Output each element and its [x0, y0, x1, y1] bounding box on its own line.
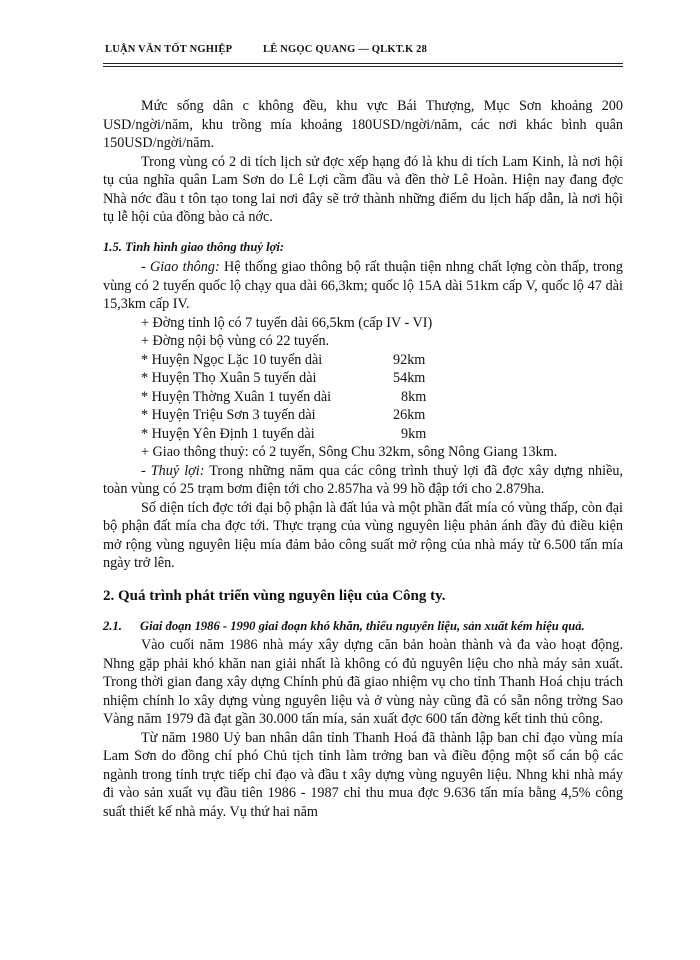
list-item-internal-roads: + Đờng nội bộ vùng có 22 tuyến.	[141, 333, 330, 349]
district-name: * Huyện Thờng Xuân 1 tuyến dài	[141, 388, 332, 405]
header-rule	[103, 63, 623, 64]
district-row	[103, 351, 623, 370]
district-name: * Huyện Yên Định 1 tuyến dài	[141, 425, 315, 442]
section-heading-2: 2. Quá trình phát triển vùng nguyên liệu của Công ty.	[103, 587, 446, 604]
district-row	[103, 406, 623, 425]
transport-label: - Giao thông:	[141, 259, 220, 275]
list-item-provincial-roads: + Đờng tỉnh lộ có 7 tuyến dài 66,5km (cấp IV - VI)	[141, 314, 433, 331]
paragraph-irrigation	[103, 462, 623, 499]
district-name: * Huyện Triệu Sơn 3 tuyến dài	[141, 407, 316, 423]
district-length: 9km	[401, 425, 427, 442]
irrigation-text: Trong những năm qua các công trình thuỷ lợi đã đợc xây dựng nhiều, toàn vùng có 25 trạm bơm điện tới cho 2.857ha và 99 hồ đập tới cho 2.879ha.	[103, 462, 624, 497]
section-heading-2-1	[103, 619, 623, 633]
district-length: 26km	[393, 407, 426, 423]
header-thesis-label: LUẬN VĂN TỐT NGHIỆP	[105, 44, 233, 55]
paragraph-1980: Từ năm 1980 Uỷ ban nhân dân tỉnh Thanh Hoá đã thành lập ban chỉ đạo vùng mía Lam Sơn do đồng chí phó Chủ tịch tỉnh làm trởng ban và điều động một số cán bộ các ngành trong tỉnh trực tiếp chỉ đạo và đầu t xây dựng vùng nguyên liệu. Nhng khi nhà máy đi vào sản xuất vụ đầu tiên 1986 - 1987 chỉ thu mua đợc 9.636 tấn mía bằng 4,5% công suất thiết kế nhà máy. Vụ thứ hai năm	[103, 729, 623, 820]
section-title: Giai đoạn 1986 - 1990 giai đoạn khó khăn, thiếu nguyên liệu, sản xuất kém hiệu quả.	[140, 619, 585, 633]
paragraph-1986: Vào cuối năm 1986 nhà máy xây dựng căn bản hoàn thành và đa vào hoạt động. Nhng gặp phải khó khăn nan giải nhất là không có đủ nguyên liệu cho nhà máy sản xuất. Trong thời gian đang xây dựng Chính phủ đã giao nhiệm vụ cho tỉnh Thanh Hoá chịu trách nhiệm chính lo xây dựng vùng nguyên liệu và ở vùng này cũng đã có sẵn nông trờng Sao Vàng năm 1979 đã đạt gần 30.000 tấn mía, sản xuất đợc 600 tấn đờng kết tinh thủ công.	[103, 637, 623, 727]
paragraph-living-standard: Mức sống dân c không đều, khu vực Bái Thượng, Mục Sơn khoảng 200 USD/ngời/năm, khu trồng mía khoảng 180USD/ngời/năm, các nơi khác bình quân 150USD/ngời/năm.	[103, 98, 623, 151]
district-length: 8km	[401, 388, 427, 405]
paragraph-transport	[103, 258, 623, 314]
list-item-waterways: + Giao thông thuỷ: có 2 tuyến, Sông Chu 32km, sông Nông Giang 13km.	[141, 444, 558, 460]
section-heading-1-5: 1.5. Tình hình giao thông thuỷ lợi:	[103, 239, 285, 254]
page-header	[103, 44, 597, 60]
district-length: 54km	[393, 370, 426, 386]
transport-text: Hệ thống giao thông bộ rất thuận tiện nhng chất lợng còn thấp, trong vùng có 2 tuyến quốc lộ chạy qua dài 66,3km; quốc lộ 15A dài 51km cấp V, quốc lộ 47 dài 15,3km cấp IV.	[103, 259, 623, 312]
paragraph-irrigated-area: Số diện tích đợc tới đại bộ phận là đất lúa và một phần đất mía có vùng thấp, còn đại bộ phận đất mía cha đợc tới. Thực trạng của vùng nguyên liệu phản ánh đầy đủ điều kiện mở rộng vùng nguyên liệu mía đảm bảo công suất mở rộng của nhà máy từ 6.500 tấn mía ngày trở lên.	[103, 499, 623, 571]
paragraph-historic-sites: Trong vùng có 2 di tích lịch sử đợc xếp hạng đó là khu di tích Lam Kinh, là nơi hội tụ của nghĩa quân Lam Sơn do Lê Lợi cầm đầu và đền thờ Lê Hoàn. Hiện nay đang đợc Nhà nớc đầu t tôn tạo tong lai nơi đây sẽ trở thành những điểm du lịch hấp dẫn, là nơi hội tụ lễ hội của đồng bào cả nớc.	[103, 153, 623, 225]
irrigation-label: - Thuỷ lợi:	[141, 462, 205, 479]
district-row	[103, 425, 623, 444]
page-body	[103, 97, 623, 821]
district-name: * Huyện Ngọc Lặc 10 tuyến dài	[141, 351, 323, 368]
header-author: LÊ NGỌC QUANG — QLKT.K 28	[263, 44, 428, 55]
section-number: 2.1.	[103, 619, 122, 633]
district-name: * Huyện Thọ Xuân 5 tuyến dài	[141, 370, 317, 386]
district-row	[103, 388, 623, 407]
district-row	[103, 369, 623, 388]
header-rule-double	[103, 66, 623, 67]
district-length: 92km	[393, 351, 426, 368]
